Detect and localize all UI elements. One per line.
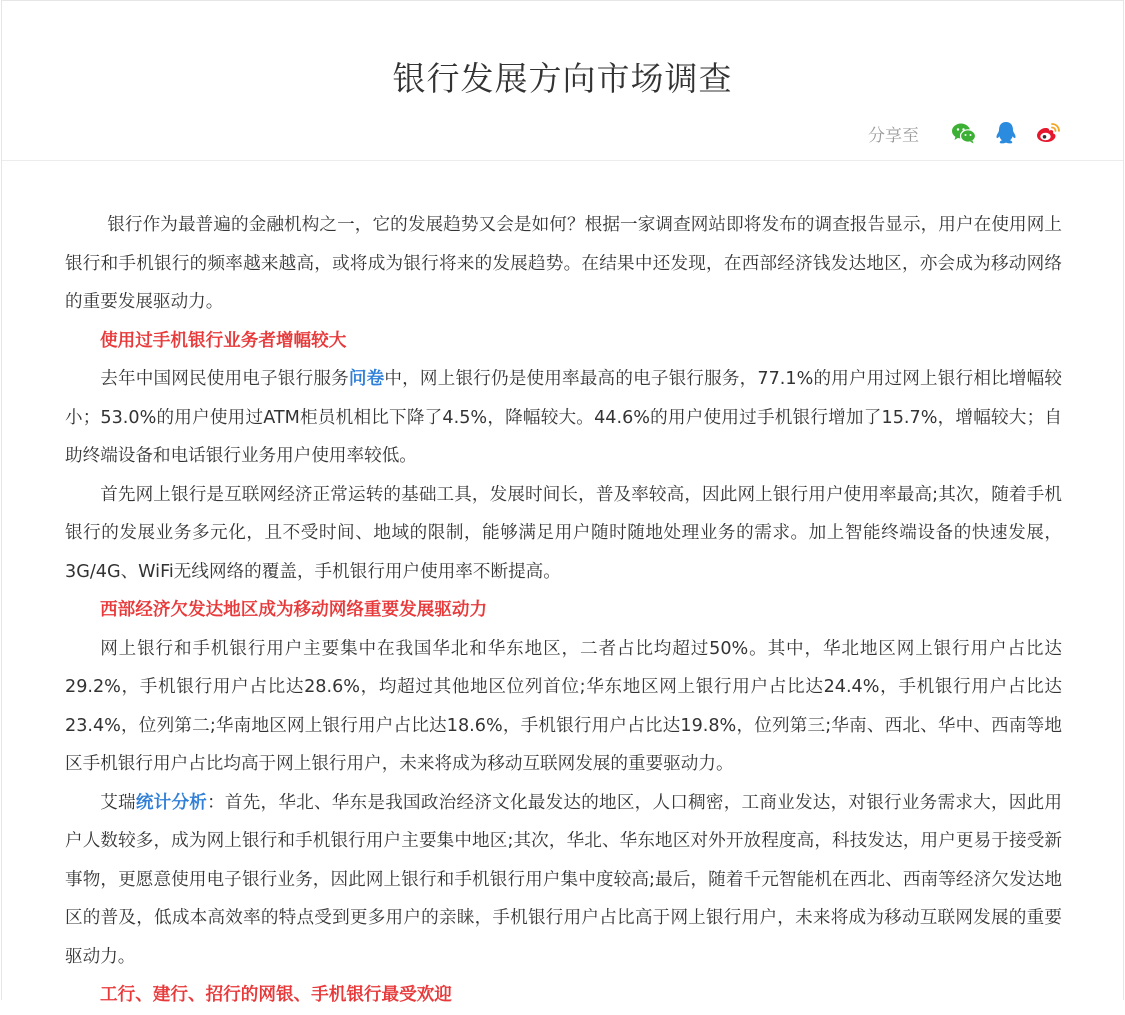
- wechat-icon[interactable]: [951, 120, 977, 146]
- paragraph: [65, 360, 1062, 476]
- intro-paragraph: 银行作为最普遍的金融机构之一，它的发展趋势又会是如何？根据一家调查网站即将发布的调查报告显示，用户在使用网上银行和手机银行的频率越来越高，或将成为银行将来的发展趋势。在结果中还发现，在西部经济钱发达地区，亦会成为移动网络的重要发展驱动力。: [65, 215, 1062, 312]
- paragraph: [65, 784, 1062, 977]
- text-segment: ：首先，华北、华东是我国政治经济文化最发达的地区，人口稠密，工商业发达，对银行业务需求大，因此用户人数较多，成为网上银行和手机银行用户主要集中地区;其次，华北、华东地区对外开放程度高，科技发达，用户更易于接受新事物，更愿意使用电子银行业务，因此网上银行和手机银行用户集中度较高;最后，随着千元智能机在西北、西南等经济欠发达地区的普及，低成本高效率的特点受到更多用户的亲睐，手机银行用户占比高于网上银行用户，未来将成为移动互联网发展的重要驱动力。: [65, 792, 1062, 967]
- page-title: 银行发展方向市场调查: [392, 59, 733, 98]
- survey-link[interactable]: 问卷: [348, 369, 385, 389]
- weibo-icon[interactable]: [1035, 120, 1061, 146]
- text-segment: 去年中国网民使用电子银行服务: [100, 369, 349, 389]
- text-segment: 中，网上银行仍是使用率最高的电子银行服务，77.1%的用户用过网上银行相比增幅较小；53.0%的用户使用过ATM柜员机相比下降了4.5%，降幅较大。44.6%的用户使用过手机银行增加了15.7%，增幅较大；自助终端设备和电话银行业务用户使用率较低。: [65, 369, 1062, 466]
- statistics-link[interactable]: 统计分析: [135, 792, 208, 813]
- qq-icon[interactable]: [993, 120, 1019, 146]
- section-heading-mobile-growth: 使用过手机银行业务者增幅较大: [100, 330, 347, 351]
- paragraph: 首先网上银行是互联网经济正常运转的基础工具，发展时间长，普及率较高，因此网上银行用户使用率最高;其次，随着手机银行的发展业务多元化，且不受时间、地域的限制，能够满足用户随时随地处理业务的需求。加上智能终端设备的快速发展，3G/4G、WiFi无线网络的覆盖，手机银行用户使用率不断提高。: [65, 484, 1062, 582]
- share-bar: [868, 120, 1061, 146]
- article-body: [2, 161, 1123, 1015]
- page: [1, 0, 1124, 1005]
- section-heading-popular-banks: 工行、建行、招行的网银、手机银行最受欢迎: [100, 985, 452, 1005]
- text-segment: 艾瑞: [100, 792, 136, 813]
- article-header: [2, 1, 1123, 161]
- share-label: 分享至: [868, 125, 919, 146]
- paragraph: 网上银行和手机银行用户主要集中在我国华北和华东地区，二者占比均超过50%。其中，华北地区网上银行用户占比达29.2%，手机银行用户占比达28.6%，均超过其他地区位列首位;华东地区网上银行用户占比达24.4%，手机银行用户占比达23.4%，位列第二;华南地区网上银行用户占比达18.6%，手机银行用户占比达19.8%，位列第三;华南、西北、华中、西南等地区手机银行用户占比均高于网上银行用户，未来将成为移动互联网发展的重要驱动力。: [65, 638, 1062, 774]
- section-heading-western-regions: 西部经济欠发达地区成为移动网络重要发展驱动力: [100, 600, 488, 620]
